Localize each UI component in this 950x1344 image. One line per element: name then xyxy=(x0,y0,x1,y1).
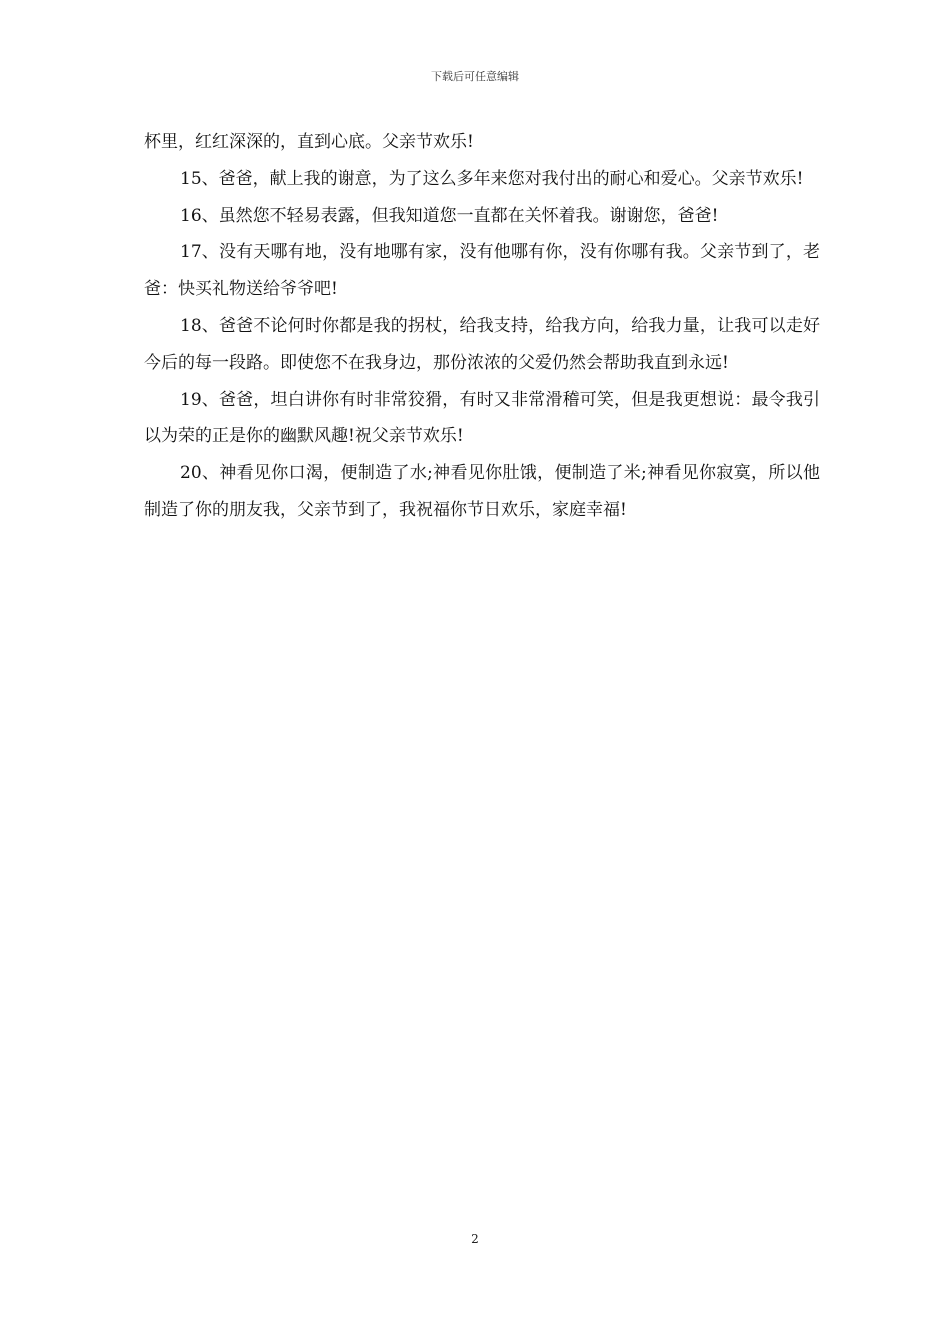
paragraph-19: 19、爸爸，坦白讲你有时非常狡猾，有时又非常滑稽可笑，但是我更想说：最令我引以为荣的正是你的幽默风趣!祝父亲节欢乐! xyxy=(144,389,820,447)
paragraph-20: 20、神看见你口渴，便制造了水;神看见你肚饿，便制造了米;神看见你寂寞，所以他制造了你的朋友我，父亲节到了，我祝福你节日欢乐，家庭幸福! xyxy=(144,463,820,520)
paragraph-continuation: 杯里，红红深深的，直到心底。父亲节欢乐! xyxy=(144,132,474,152)
paragraph-17: 17、没有天哪有地，没有地哪有家，没有他哪有你，没有你哪有我。父亲节到了，老爸：快买礼物送给爷爷吧! xyxy=(144,242,820,300)
paragraph-15: 15、爸爸，献上我的谢意，为了这么多年来您对我付出的耐心和爱心。父亲节欢乐! xyxy=(180,168,804,189)
page-number: 2 xyxy=(471,1232,479,1246)
page-header: 下载后可任意编辑 xyxy=(431,70,519,83)
paragraph-16: 16、虽然您不轻易表露，但我知道您一直都在关怀着我。谢谢您，爸爸! xyxy=(180,205,719,226)
document-body xyxy=(144,124,820,529)
paragraph-18: 18、爸爸不论何时你都是我的拐杖，给我支持，给我方向，给我力量，让我可以走好今后的每一段路。即使您不在我身边，那份浓浓的父爱仍然会帮助我直到永远! xyxy=(144,315,820,373)
